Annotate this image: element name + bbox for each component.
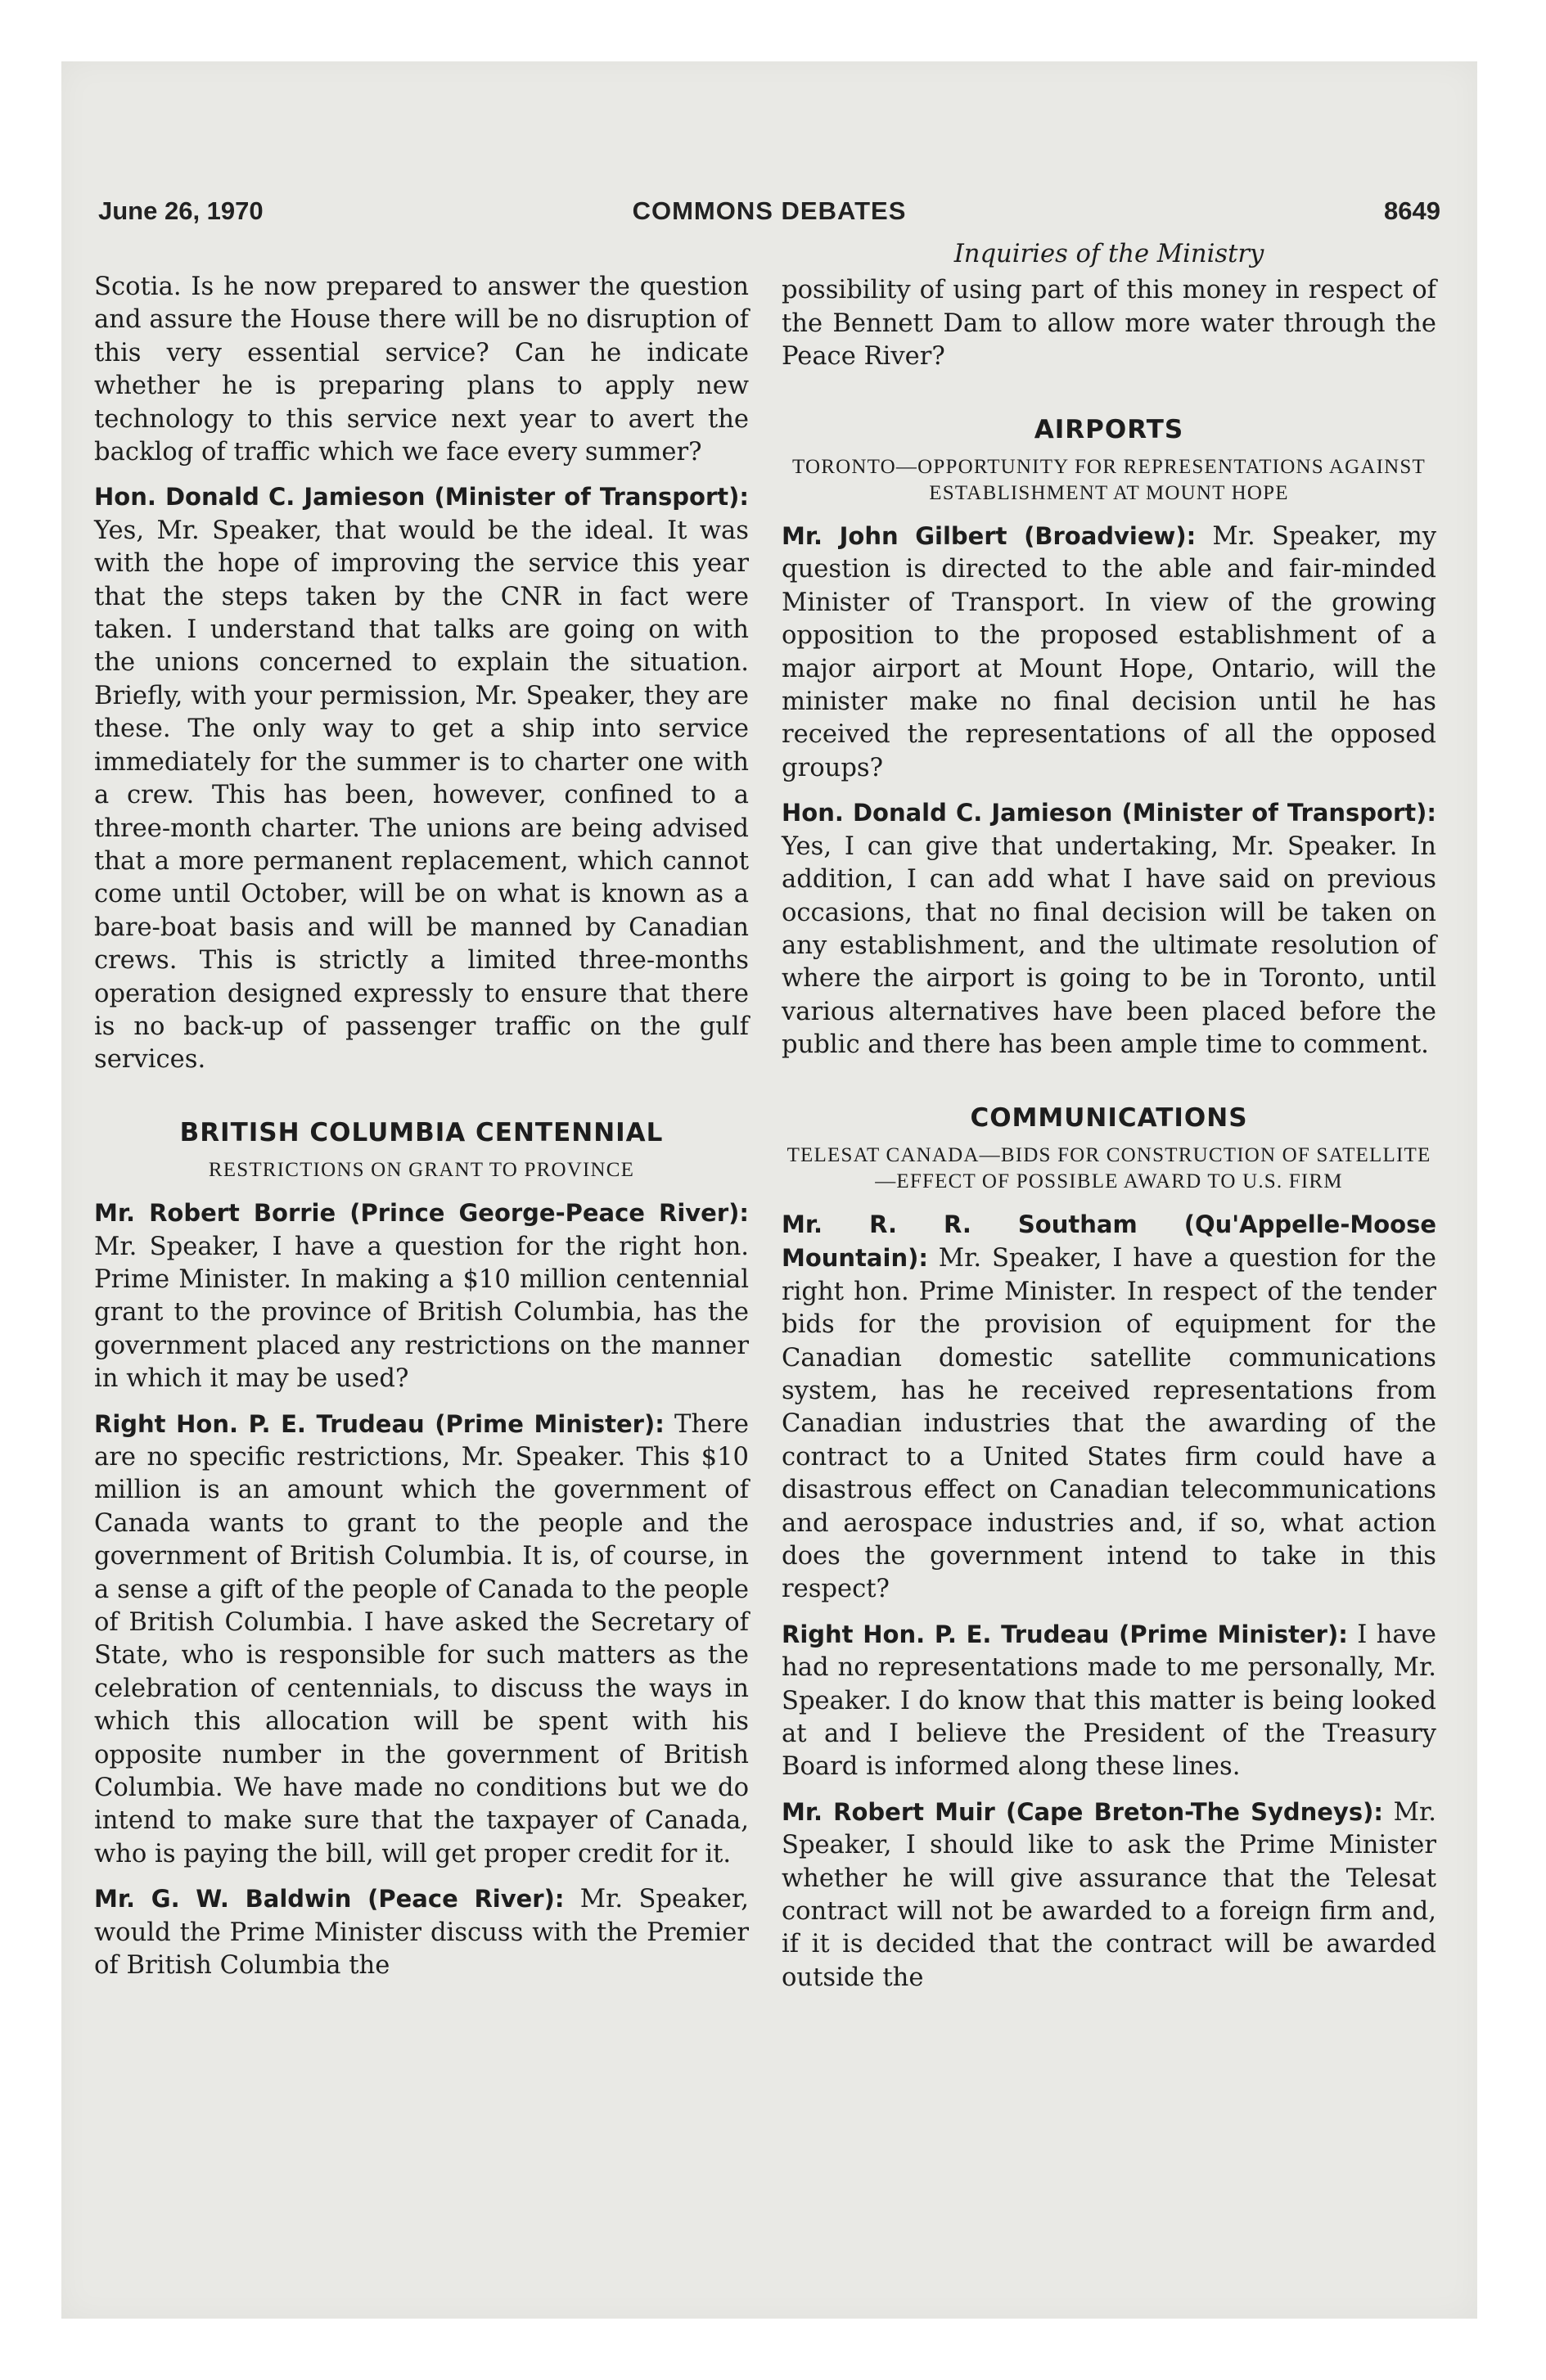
speaker-name: Hon. Donald C. Jamieson (Minister of Transport): (94, 483, 749, 512)
speech-paragraph (782, 520, 1436, 785)
paragraph: possibility of using part of this money in respect of the Bennett Dam to allow more water through the Peace River? (782, 276, 1436, 372)
speech-paragraph (94, 1408, 749, 1872)
speech-paragraph (94, 1197, 749, 1395)
section-heading: BRITISH COLUMBIA CENTENNIAL (179, 1117, 664, 1147)
subsection-heading: TORONTO—OPPORTUNITY FOR REPRESENTATIONS AGAINST ESTABLISHMENT AT MOUNT HOPE (791, 456, 1427, 505)
running-subhead: Inquiries of the Ministry (953, 240, 1264, 268)
section-heading: COMMUNICATIONS (970, 1102, 1248, 1133)
page-scan (61, 61, 1477, 2319)
speech-text: Mr. Speaker, I have a question for the right hon. Prime Minister. In making a $10 million centennial grant to the province of British Columbia, has the government placed any restrictions on the manner in which it may be used? (94, 1232, 749, 1394)
speech-paragraph (782, 796, 1436, 1062)
subsection-heading: RESTRICTIONS ON GRANT TO PROVINCE (208, 1159, 635, 1182)
speech-text: I have had no representations made to me personally, Mr. Speaker. I do know that this matter is being looked at and I believe the President of the Treasury Board is informed along these lines. (782, 1620, 1436, 1782)
speaker-name: Mr. John Gilbert (Broadview): (782, 522, 1197, 551)
left-column (94, 271, 749, 1983)
speech-text: There are no specific restrictions, Mr. Speaker. This $10 million is an amount which the government of Canada wants to grant to the people and the government of British Columbia. It is, of course, in a sense a gift of the people of Canada to the people of British Columbia. I have asked the Secretary of State, who is responsible for such matters as the celebration of centennials, to discuss the ways in which this allocation will be spent with his opposite number in the government of British Columbia. We have made no conditions but we do intend to make sure that the taxpayer of Canada, who is paying the bill, will get proper credit for it. (94, 1409, 750, 1868)
header-page-number: 8649 (1384, 196, 1440, 225)
speech-paragraph (94, 480, 749, 1076)
speech-text: Mr. Speaker, I should like to ask the Prime Minister whether he will give assurance that the Telesat contract will not be awarded to a foreign firm and, if it is decided that the contract will be awarded outside the (782, 1797, 1436, 1992)
right-column (782, 238, 1436, 1995)
subsection-heading: TELESAT CANADA—BIDS FOR CONSTRUCTION OF SATELLITE—EFFECT OF POSSIBLE AWARD TO U.S. FIRM (787, 1143, 1431, 1192)
speech-text: Mr. Speaker, my question is directed to the able and fair-minded Minister of Transport. In view of the growing opposition to the proposed establishment of a major airport at Mount Hope, Ontario, will the minister make no final decision until he has received the representations of all the opposed groups? (782, 522, 1436, 782)
speaker-name: Right Hon. P. E. Trudeau (Prime Minister): (782, 1620, 1348, 1648)
speech-text: Mr. Speaker, I have a question for the right hon. Prime Minister. In respect of the tender bids for the provision of equipment for the Canadian domestic satellite communications system, has he received representations from Canadian industries that the awarding of the contract to a United States firm could have a disastrous effect on Canadian telecommunications and aerospace industries and, if so, what action does the government intend to take in this respect? (782, 1244, 1436, 1604)
speech-text: Yes, I can give that undertaking, Mr. Speaker. In addition, I can add what I have said on previous occasions, that no final decision will be taken on any establishment, and the ultimate resolution of where the airport is going to be in Toronto, until various alternatives have been placed before the public and there has been ample time to comment. (782, 832, 1436, 1060)
speaker-name: Mr. Robert Borrie (Prince George-Peace River): (94, 1199, 749, 1228)
speech-paragraph (782, 1618, 1436, 1784)
speech-text: Yes, Mr. Speaker, that would be the ideal. It was with the hope of improving the service this year that the steps taken by the CNR in fact were taken. I understand that talks are going on with the unions concerned to explain the situation. Briefly, with your permission, Mr. Speaker, they are these. The only way to get a ship into service immediately for the summer is to charter one with a crew. This has been, however, confined to a three-month charter. The unions are being advised that a more permanent replacement, which cannot come until October, will be on what is known as a bare-boat basis and will be manned by Canadian crews. This is strictly a limited three-months operation designed expressly to ensure that there is no back-up of passenger traffic on the gulf services. (94, 516, 749, 1075)
speaker-name: Right Hon. P. E. Trudeau (Prime Minister): (94, 1409, 665, 1438)
speech-text: Mr. Speaker, would the Prime Minister discuss with the Premier of British Columbia the (94, 1885, 749, 1981)
speech-paragraph (94, 1882, 749, 1982)
paragraph: Scotia. Is he now prepared to answer the question and assure the House there will be no disruption of this very essential service? Can he indicate whether he is preparing plans to apply new technology to this service next year to avert the backlog of traffic which we face every summer? (94, 273, 749, 467)
speaker-name: Hon. Donald C. Jamieson (Minister of Transport): (782, 799, 1436, 827)
section-heading: AIRPORTS (1034, 414, 1184, 444)
speaker-name: Mr. G. W. Baldwin (Peace River): (94, 1885, 565, 1913)
header-date: June 26, 1970 (98, 196, 264, 225)
header-title: COMMONS DEBATES (632, 196, 907, 225)
speech-paragraph (782, 1796, 1436, 1995)
running-header (98, 196, 1440, 237)
speech-paragraph (782, 1208, 1436, 1607)
speaker-name: Mr. R. R. Southam (Qu'Appelle-Moose Mountain): (782, 1210, 1436, 1273)
speaker-name: Mr. Robert Muir (Cape Breton-The Sydneys): (782, 1797, 1383, 1826)
